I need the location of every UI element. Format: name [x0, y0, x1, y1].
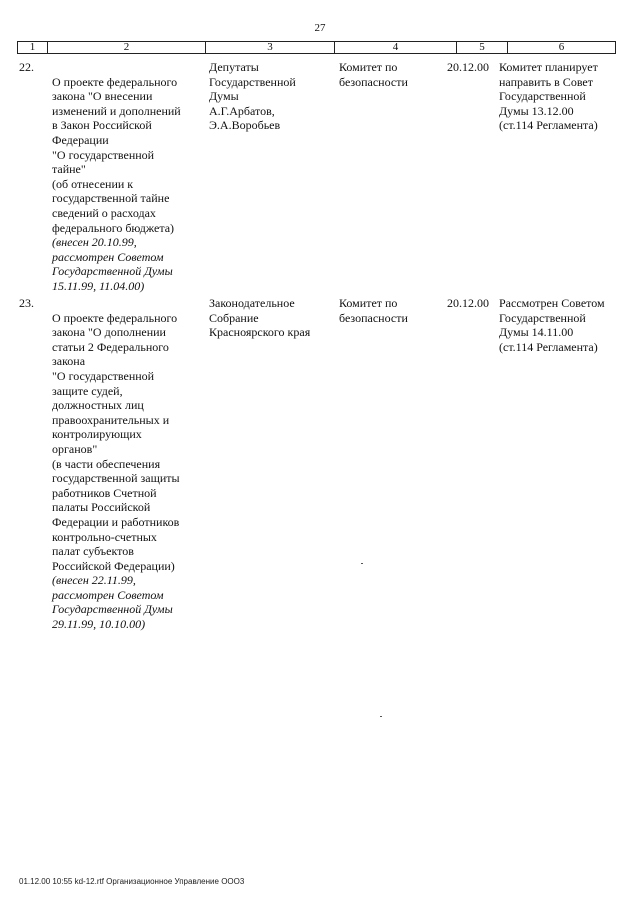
bill-title-cell [52, 296, 207, 632]
bill-title: О проекте федерального закона "О дополнении статьи 2 Федерального закона "О государственной защите судей, должностных лиц правоохранительных и контролирующих органов" (в части обеспечения государственной защиты работников Счетной палаты Российской Федерации и работников контрольно-счетных палат субъектов Российской Федерации) [52, 310, 180, 573]
column-header-row [17, 41, 616, 54]
row-number: 22. [19, 60, 34, 74]
column-header-3: 3 [206, 42, 335, 53]
committee-cell: Комитет по безопасности [339, 60, 408, 89]
column-header-1: 1 [18, 42, 48, 53]
row-number: 23. [19, 296, 34, 310]
bill-title-cell [52, 60, 207, 294]
status-cell: Комитет планирует направить в Совет Государственной Думы 13.12.00 (ст.114 Регламента) [499, 60, 598, 133]
date-cell: 20.12.00 [447, 296, 489, 310]
bill-note: (внесен 22.11.99, рассмотрен Советом Государственной Думы 29.11.99, 10.10.00) [52, 573, 173, 632]
bill-note: (внесен 20.10.99, рассмотрен Советом Государственной Думы 15.11.99, 11.04.00) [52, 235, 173, 293]
committee-cell: Комитет по безопасности [339, 296, 408, 325]
scan-speck [361, 563, 363, 564]
status-cell: Рассмотрен Советом Государственной Думы 14.11.00 (ст.114 Регламента) [499, 296, 605, 354]
date-cell: 20.12.00 [447, 60, 489, 74]
page-number: 27 [314, 22, 326, 34]
author-cell: Депутаты Государственной Думы А.Г.Арбатов, Э.А.Воробьев [209, 60, 296, 133]
scan-speck [380, 716, 382, 717]
author-cell: Законодательное Собрание Красноярского края [209, 296, 311, 340]
column-header-5: 5 [457, 42, 508, 53]
column-header-4: 4 [335, 42, 457, 53]
column-header-2: 2 [48, 42, 206, 53]
column-header-6: 6 [558, 41, 565, 53]
bill-title: О проекте федерального закона "О внесении изменений и дополнений в Закон Российской Федерации "О государственной тайне" (об отнесении к государственной тайне сведений о расходах федерального бюджета) [52, 74, 181, 235]
document-footer: 01.12.00 10:55 kd-12.rtf Организационное Управление ООО3 [19, 877, 245, 886]
